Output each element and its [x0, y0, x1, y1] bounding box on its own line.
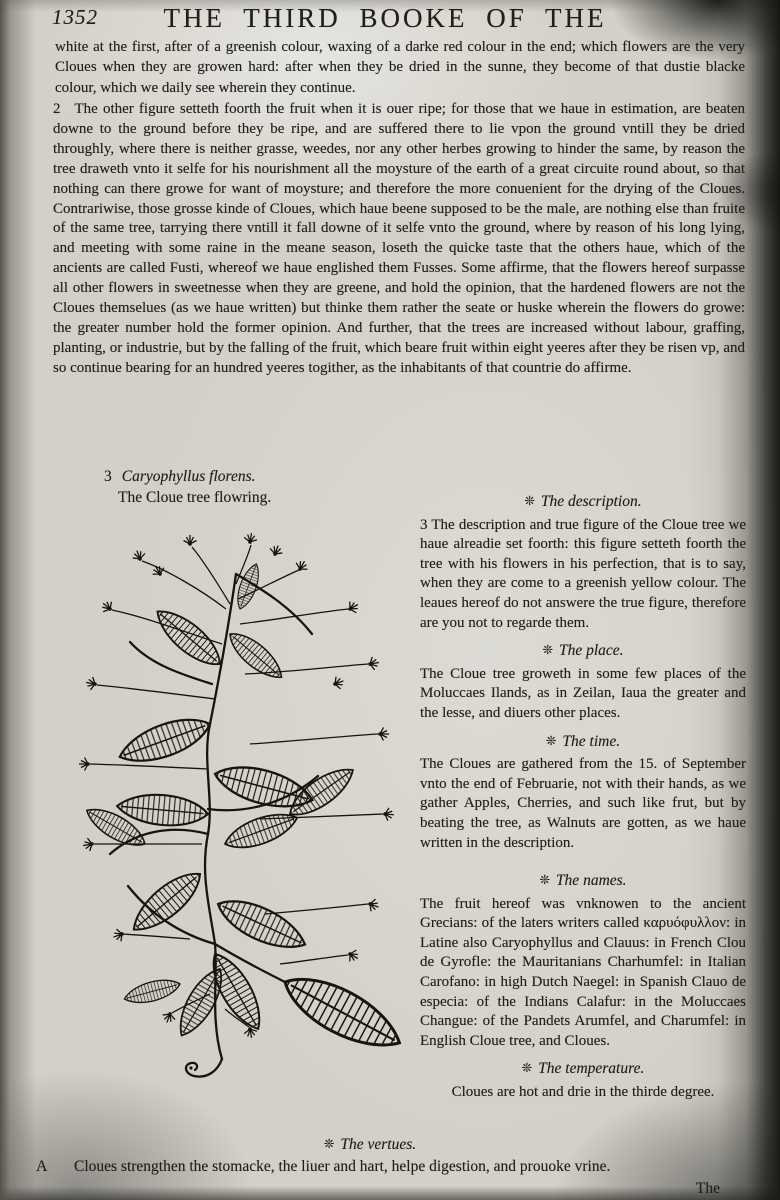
- floral-mark-icon: ❊: [542, 643, 553, 658]
- floral-mark-icon: ❊: [524, 494, 535, 508]
- woodcut-stem-base: [186, 1059, 222, 1077]
- vertues-entry: [36, 1158, 750, 1176]
- section-heading-label: The temperature.: [538, 1060, 645, 1078]
- floral-mark-icon: ❊: [539, 873, 550, 888]
- page-number: 1352: [52, 5, 98, 29]
- figure-number: 3: [104, 468, 112, 485]
- section-heading-time: [420, 732, 746, 753]
- section-heading-names: [420, 871, 746, 892]
- time-body: The Cloues are gathered from the 15. of September vnto the end of Februarie, not with their hands, as we gather Apples, Cherries, and such like frut, but by beating the tree, as Walnuts are gotten, as we haue written in the description.: [420, 756, 746, 851]
- section-heading-place: [420, 641, 746, 662]
- woodcut-leaves: [81, 561, 409, 1061]
- figure-caption-english: The Cloue tree flowring.: [118, 489, 272, 506]
- section-heading-label: The description.: [540, 493, 642, 510]
- section-heading-label: The vertues.: [340, 1136, 417, 1153]
- paragraph-number: 2: [53, 101, 61, 117]
- floral-mark-icon: ❊: [545, 733, 557, 748]
- running-header: THE THIRD BOOKE OF THE: [163, 3, 607, 33]
- floral-mark-icon: ❊: [323, 1137, 335, 1151]
- catchword: The: [695, 1180, 720, 1197]
- floral-mark-icon: ❊: [521, 1061, 533, 1076]
- description-body: 3 The description and true figure of the Cloue tree we haue alreadie set foorth: this figure setteth foorth the tree with his flowers in his perfection, that is to say, when they are come to a greenish yellow colour. The leaues hereof do not answere the true figure, therefore are you not to regarde them.: [420, 516, 746, 631]
- section-heading-label: The time.: [562, 732, 621, 750]
- margin-letter: A: [36, 1158, 48, 1175]
- figure-latin-name: Caryophyllus florens.: [121, 468, 256, 485]
- body-paragraph-2: [53, 100, 745, 379]
- section-heading-vertues: [0, 1136, 740, 1154]
- figure-block: [48, 466, 424, 1080]
- intro-paragraph: white at the first, after of a greenish colour, waxing of a darke red colour in the end; which flowers are the very Cloues when they are growen hard: after when they be dried in the sunne, they become of that dustie blacke colour, which we daily see wherein they continue.: [55, 39, 745, 96]
- right-column: [420, 484, 746, 1103]
- section-heading-label: The place.: [558, 642, 624, 660]
- section-heading-description: [420, 492, 746, 513]
- names-body: The fruit hereof was vnknowen to the ancient Grecians: of the laters writers called καρυόφυλλον: in Latine also Caryophyllus and Clauus: in French Clou de Gyrofle: the Mauritanians Charhumfel: in Italian Carofano: in high Dutch Naegel: in Spanish Clauo de especia: of the Indians Calafur: in the Moluccaes Changue: of the Pandets Arumfel, and Charumfel: in English Cloue tree, and Cloues.: [420, 895, 746, 1049]
- section-heading-label: The names.: [555, 872, 627, 890]
- vertues-body: Cloues strengthen the stomacke, the liuer and hart, helpe digestion, and prouoke vrine.: [74, 1158, 611, 1175]
- clove-tree-woodcut-illustration: [50, 514, 412, 1080]
- temperature-body: Cloues are hot and drie in the thirde degree.: [451, 1084, 715, 1101]
- paragraph-text: The other figure setteth foorth the fruit when it is ouer ripe; for those that we haue in estimation, are beaten downe to the ground before they be ripe, and are suffered there to lie vpon the ground vntill they be dried throughly, where there is neither grasse, weedes, nor any other herbes growing to hinder the same, by reason the tree draweth vnto it selfe for his nourishment all the moysture of the earth of a great circuite round about, so that nothing can there growe for want of moysture; and therefore the more conuenient for the drying of the Cloues. Contrariwise, those grosse kinde of Cloues, which haue beene supposed to be the male, are nothing else than fruite of the same tree, tarrying there vntill it fall downe of it selfe vnto the ground, where by reason of his long lying, and meeting with some raine in the meane season, loseth the quicke taste that the others haue, which of the ancients are called Fusti, whereof we haue englished them Fusses. Some affirme, that the flowers hereof surpasse all other flowers in sweetnesse when they are greene, and hold the opinion, that the hardened flowers are not the Cloues themselues (as we haue written) but thinke them rather the seate or huske wherein the flowers do growe: the greater number hold the former opinion. And further, that the trees are increased without labour, graffing, planting, or industrie, but by the falling of the fruit, which beare fruit within eight yeeres after they be risen vp, and so continue bearing for an hundred yeeres togither, as the inhabitants of that countrie do affirme.: [53, 101, 745, 376]
- place-body: The Cloue tree groweth in some few places of the Moluccaes Ilands, as in Zeilan, Iaua the greater and the lesse, and diuers other places.: [420, 665, 746, 721]
- figure-caption-latin: [104, 466, 424, 487]
- section-heading-temperature: [420, 1059, 746, 1080]
